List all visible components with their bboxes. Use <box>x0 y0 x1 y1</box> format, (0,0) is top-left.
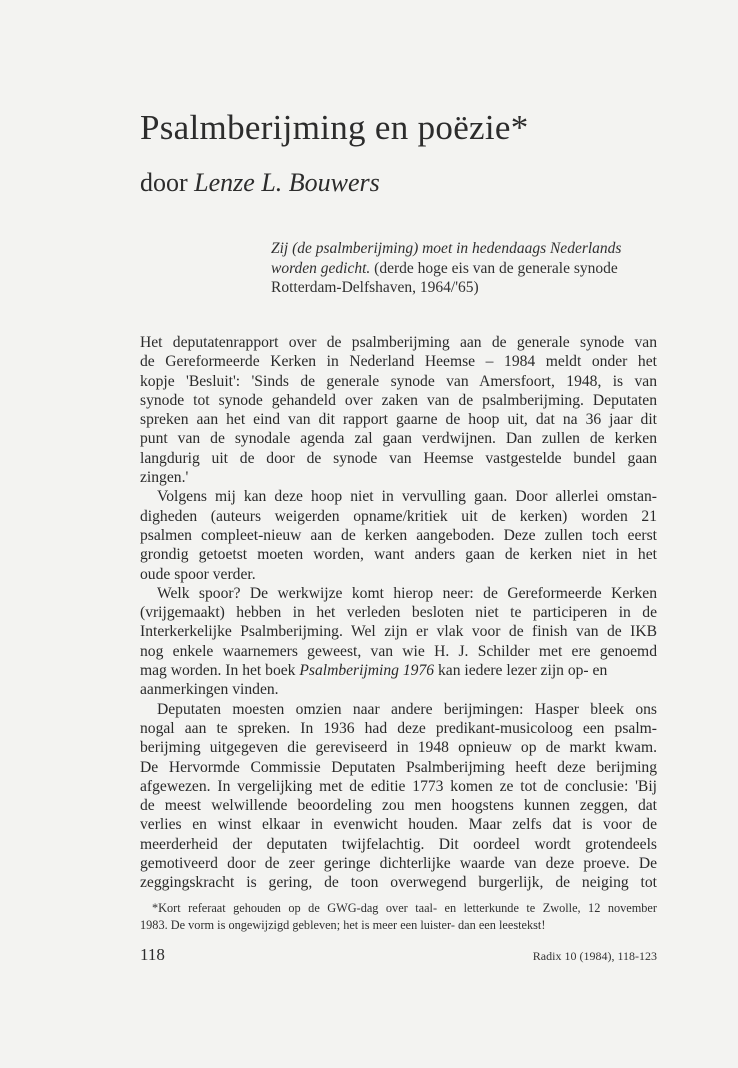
footnote-line-2: 1983. De vorm is ongewijzigd gebleven; het is meer een luister- dan een leestekst! <box>140 917 546 932</box>
body-line: kopje 'Besluit': 'Sinds de generale synode van Amersfoort, 1948, is van <box>140 372 657 390</box>
article-title: Psalmberijming en poëzie* <box>140 108 529 147</box>
footnote <box>140 900 657 933</box>
epigraph-line-2-italic: worden gedicht. <box>271 259 371 277</box>
body-line: De Hervormde Commissie Deputaten Psalmberijming heeft deze berijming <box>140 758 657 776</box>
body-line: de meest welwillende beoordeling zou men hoogstens kunnen zeggen, dat <box>140 797 657 815</box>
page-number: 118 <box>140 945 165 964</box>
epigraph <box>271 239 657 298</box>
body-line: zingen.' <box>140 469 189 487</box>
book-title: Psalmberijming 1976 <box>299 662 435 680</box>
body-line: nog enkele waarnemers geweest, van wie H. J. Schilder met ere genoemd <box>140 642 657 660</box>
body-line: spreken aan het eind van dit rapport gaarne de hoop uit, dat na 36 jaar dit <box>140 411 657 429</box>
body-line: zeggingskracht is gering, de toon overwegend burgerlijk, de neiging tot <box>140 874 657 892</box>
body-text: kan iedere lezer zijn op- en <box>434 662 608 680</box>
body-line: meerderheid der deputaten twijfelachtig. Dit oordeel wordt grotendeels <box>140 835 657 853</box>
body-line: grondig getoetst moeten worden, want anders gaan de kerken niet in het <box>140 546 657 564</box>
body-line: Deputaten moesten omzien naar andere berijmingen: Hasper bleek ons <box>157 700 657 718</box>
body-line: gemotiveerd door de zeer geringe dichterlijke waarde van deze proeve. De <box>140 855 657 873</box>
body-line: langdurig uit de door de synode van Heemse vastgestelde bundel gaan <box>140 449 657 467</box>
body-line: nogal aan te spreken. In 1936 had deze predikant-musicoloog een psalm- <box>140 719 657 737</box>
body-line: oude spoor verder. <box>140 565 256 583</box>
footnote-line-1: *Kort referaat gehouden op de GWG-dag over taal- en letterkunde te Zwolle, 12 november <box>152 901 657 915</box>
body-line: verlies en winst elkaar in evenwicht houden. Maar zelfs dat is voor de <box>140 816 657 834</box>
body-line: synode tot synode gehandeld over zaken van de psalmberijming. Deputaten <box>140 391 657 409</box>
epigraph-line-3: Rotterdam-Delfshaven, 1964/'65) <box>271 279 479 296</box>
body-line <box>140 661 657 680</box>
body-text: mag worden. In het boek <box>140 662 300 680</box>
body-line: Interkerkelijke Psalmberijming. Wel zijn er vlak voor de finish van de IKB <box>140 623 657 641</box>
body-line: digheden (auteurs weigerden opname/kritiek uit de kerken) worden 21 <box>140 507 657 525</box>
epigraph-line-2-rest: (derde hoge eis van de generale synode <box>370 259 618 277</box>
body-line: berijming uitgegeven die gereviseerd in 1948 opnieuw op de markt kwam. <box>140 739 657 757</box>
body-line: punt van de synodale agenda zal gaan verdwijnen. Dan zullen de kerken <box>140 430 657 448</box>
body-line: afgewezen. In vergelijking met de editie 1773 komen ze tot de conclusie: 'Bij <box>140 777 657 795</box>
body-line: psalmen compleet-nieuw aan de kerken aangeboden. Deze zullen toch eerst <box>140 526 657 544</box>
author-name: Lenze L. Bouwers <box>194 168 380 197</box>
body-line: Welk spoor? De werkwijze komt hierop neer: de Gereformeerde Kerken <box>157 584 657 602</box>
body-line: aanmerkingen vinden. <box>140 681 279 699</box>
body-line: (vrijgemaakt) hebben in het verleden besloten niet te participeren in de <box>140 604 657 622</box>
article-byline <box>140 168 380 198</box>
author-prefix: door <box>140 168 188 197</box>
body-line: Het deputatenrapport over de psalmberijming aan de generale synode van <box>140 334 657 351</box>
journal-citation: Radix 10 (1984), 118-123 <box>532 949 657 963</box>
epigraph-line-1: Zij (de psalmberijming) moet in hedendaags Nederlands <box>271 240 622 257</box>
body-line: de Gereformeerde Kerken in Nederland Heemse – 1984 meldt onder het <box>140 353 657 371</box>
article-body <box>140 333 657 893</box>
body-line: Volgens mij kan deze hoop niet in vervulling gaan. Door allerlei omstan- <box>157 488 657 506</box>
